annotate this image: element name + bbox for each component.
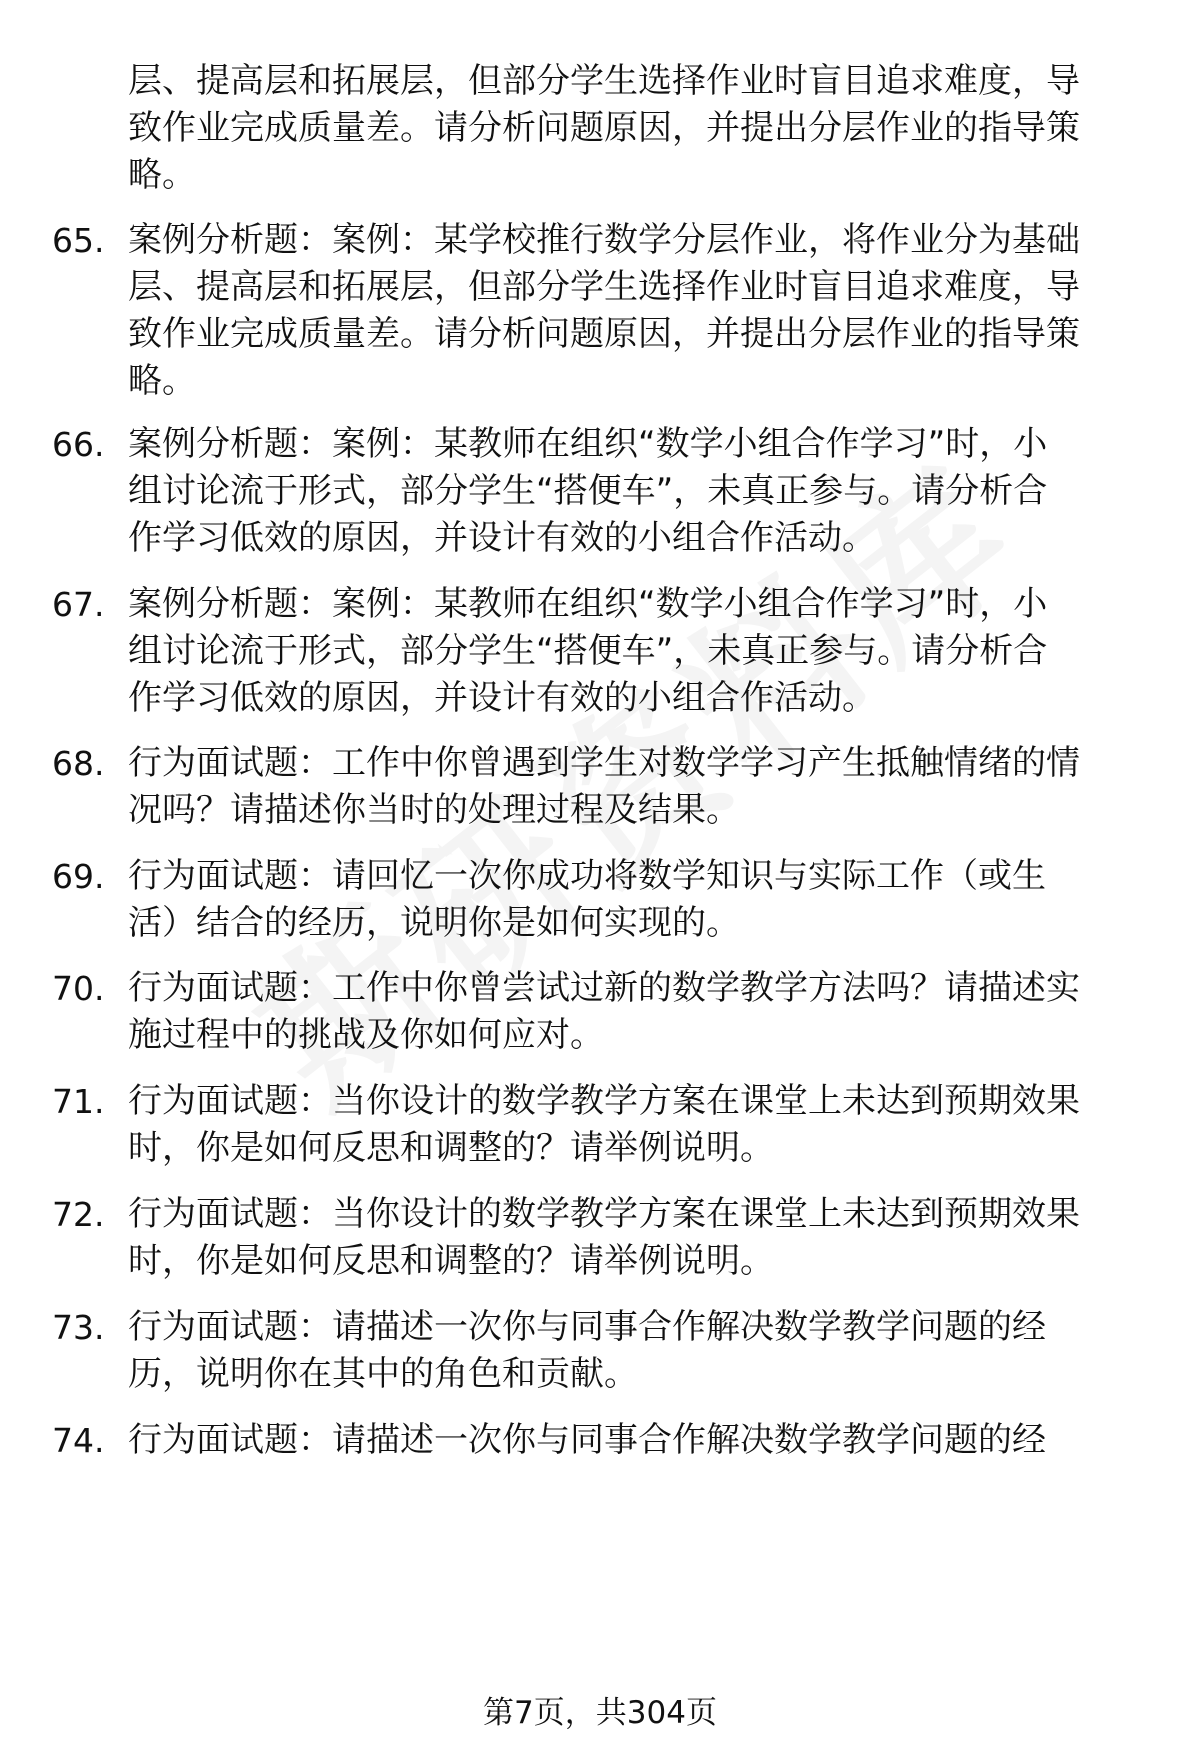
question-number: 71. [52, 1082, 105, 1121]
question-text [128, 853, 1143, 947]
question-text [128, 740, 1143, 834]
text-line: 行为面试题：请回忆一次你成功将数学知识与实际工作（或生 [128, 856, 1046, 896]
text-line: 层、提高层和拓展层，但部分学生选择作业时盲目追求难度，导 [128, 61, 1080, 101]
question-number: 74. [52, 1421, 105, 1460]
text-line: 案例分析题：案例：某教师在组织“数学小组合作学习”时，小 [128, 584, 1048, 624]
question-text [128, 1078, 1143, 1172]
text-line: 行为面试题：请描述一次你与同事合作解决数学教学问题的经 [128, 1420, 1046, 1460]
question-number: 66. [52, 425, 105, 464]
text-line: 施过程中的挑战及你如何应对。 [128, 1015, 604, 1055]
question-number: 72. [52, 1195, 105, 1234]
question-number: 69. [52, 857, 105, 896]
text-line: 况吗？请描述你当时的处理过程及结果。 [128, 790, 740, 830]
question-number: 70. [52, 969, 105, 1008]
page-footer: 第7页，共304页 [483, 1695, 717, 1731]
text-line: 案例分析题：案例：某学校推行数学分层作业，将作业分为基础 [128, 220, 1080, 260]
question-text [128, 581, 1143, 722]
text-line: 活）结合的经历，说明你是如何实现的。 [128, 903, 740, 943]
question-text [128, 1417, 1143, 1464]
text-line: 行为面试题：工作中你曾遇到学生对数学学习产生抵触情绪的情 [128, 743, 1080, 783]
question-text [128, 217, 1143, 405]
text-line: 组讨论流于形式，部分学生“搭便车”，未真正参与。请分析合 [128, 631, 1048, 671]
text-line: 案例分析题：案例：某教师在组织“数学小组合作学习”时，小 [128, 424, 1048, 464]
question-number: 67. [52, 585, 105, 624]
question-number: 65. [52, 221, 105, 260]
text-line: 作学习低效的原因，并设计有效的小组合作活动。 [128, 518, 876, 558]
question-text [128, 1304, 1143, 1398]
text-line: 略。 [128, 361, 196, 401]
question-number: 73. [52, 1308, 105, 1347]
text-line: 致作业完成质量差。请分析问题原因，并提出分层作业的指导策 [128, 108, 1080, 148]
question-text [128, 421, 1143, 562]
text-line: 行为面试题：工作中你曾尝试过新的数学教学方法吗？请描述实 [128, 968, 1080, 1008]
question-text [128, 965, 1143, 1059]
continuation-text [128, 58, 1143, 199]
text-line: 时，你是如何反思和调整的？请举例说明。 [128, 1241, 774, 1281]
text-line: 层、提高层和拓展层，但部分学生选择作业时盲目追求难度，导 [128, 267, 1080, 307]
text-line: 组讨论流于形式，部分学生“搭便车”，未真正参与。请分析合 [128, 471, 1048, 511]
question-number: 68. [52, 744, 105, 783]
text-line: 作学习低效的原因，并设计有效的小组合作活动。 [128, 678, 876, 718]
text-line: 行为面试题：请描述一次你与同事合作解决数学教学问题的经 [128, 1307, 1046, 1347]
text-line: 行为面试题：当你设计的数学教学方案在课堂上未达到预期效果 [128, 1081, 1080, 1121]
text-line: 时，你是如何反思和调整的？请举例说明。 [128, 1128, 774, 1168]
text-line: 行为面试题：当你设计的数学教学方案在课堂上未达到预期效果 [128, 1194, 1080, 1234]
text-line: 致作业完成质量差。请分析问题原因，并提出分层作业的指导策 [128, 314, 1080, 354]
question-text [128, 1191, 1143, 1285]
text-line: 历，说明你在其中的角色和贡献。 [128, 1354, 638, 1394]
text-line: 略。 [128, 155, 196, 195]
